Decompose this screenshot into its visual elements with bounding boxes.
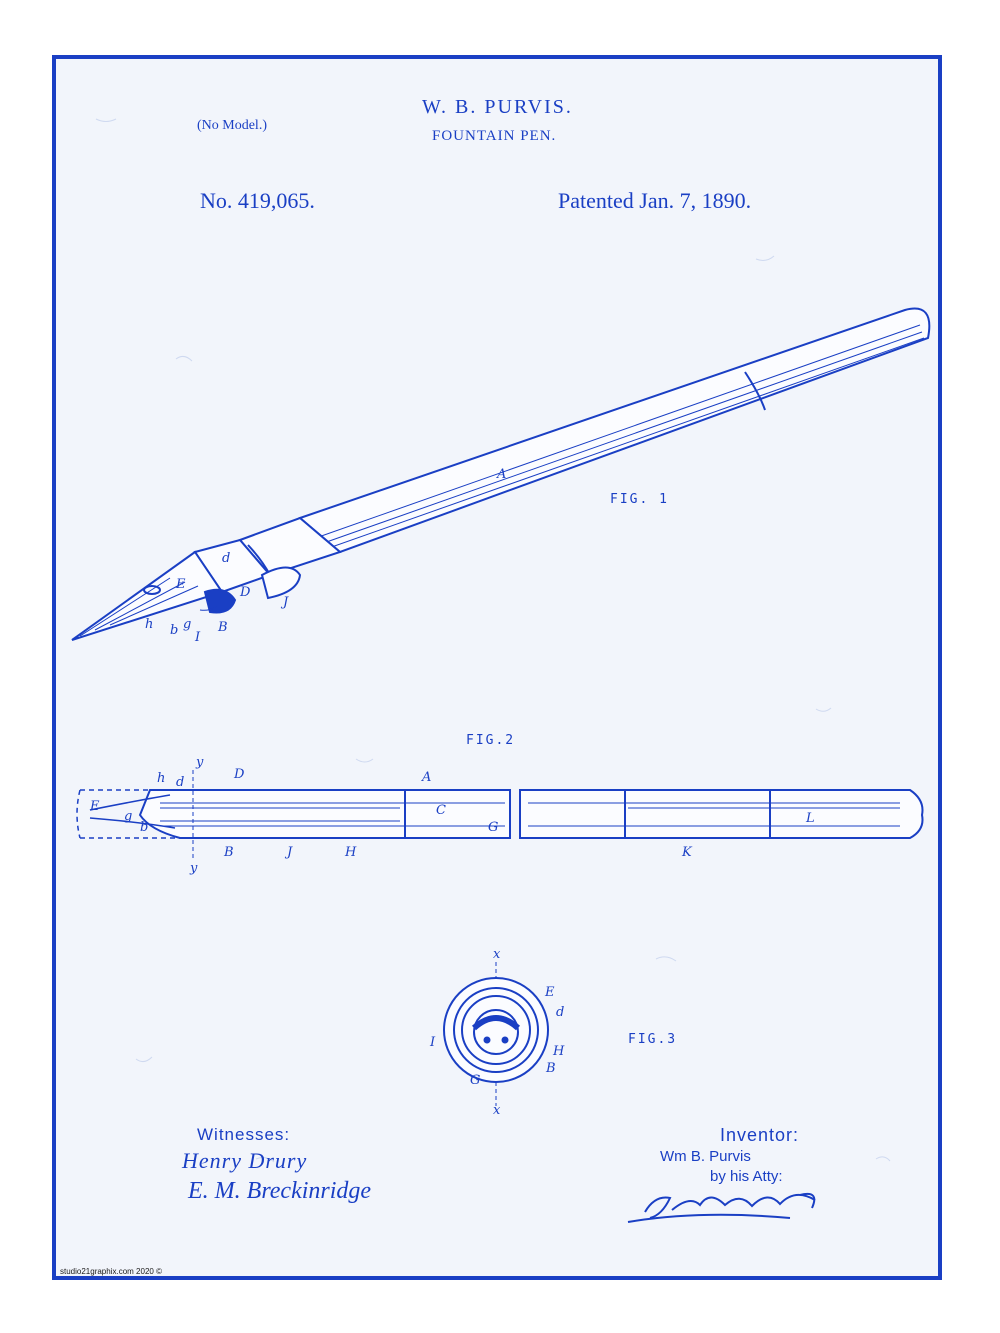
fig2-label-d-lower: d	[176, 775, 185, 790]
fig2-label-l: L	[806, 811, 815, 826]
fig1-label-i: I	[195, 630, 201, 645]
fig1-label-b: B	[218, 620, 228, 635]
fig2-label-y-bottom: y	[190, 861, 198, 876]
fig3-label-x-top: x	[493, 947, 501, 962]
fig2-label-g-lower: g	[124, 809, 133, 824]
witnesses-label: Witnesses:	[197, 1125, 291, 1144]
fig2-caption: FIG.2	[466, 733, 516, 748]
fig1-label-a: A	[497, 467, 507, 482]
studio-credit: studio21graphix.com 2020 ©	[60, 1267, 162, 1276]
fig1-label-h: h	[145, 617, 154, 632]
fig2-label-d: D	[234, 767, 245, 782]
fig2-label-j: J	[287, 845, 293, 860]
fig1-label-d-lower: d	[222, 551, 231, 566]
invention-title: FOUNTAIN PEN.	[432, 128, 557, 144]
witness-2-signature: E. M. Breckinridge	[188, 1178, 372, 1204]
fig2-label-h-upper: H	[345, 845, 357, 860]
fig3-label-x-bottom: x	[493, 1103, 501, 1118]
fig2-label-y-top: y	[196, 755, 204, 770]
fig3-label-d: d	[556, 1005, 565, 1020]
fig2-label-a: A	[422, 770, 432, 785]
attorney-line: by his Atty:	[710, 1168, 783, 1185]
fig3-label-h: H	[553, 1044, 565, 1059]
fig3-label-i: I	[430, 1035, 436, 1050]
fig1-label-d: D	[240, 585, 251, 600]
fig1-label-j: J	[283, 595, 289, 610]
fig2-label-b-lower: b	[140, 820, 149, 835]
patent-number: No. 419,065.	[200, 188, 315, 213]
fig2-label-g-upper: G	[488, 820, 499, 835]
patent-date: Patented Jan. 7, 1890.	[558, 188, 752, 213]
fig3-caption: FIG.3	[628, 1032, 678, 1047]
fig2-label-e: E	[90, 799, 100, 814]
inventor-name: Wm B. Purvis	[660, 1148, 751, 1165]
inventor-heading: W. B. PURVIS.	[422, 96, 573, 118]
fig3-label-e: E	[545, 985, 555, 1000]
fig2-label-k: K	[682, 845, 692, 860]
inventor-label: Inventor:	[720, 1125, 800, 1145]
fig2-label-h: h	[157, 771, 166, 786]
fig2-label-c: C	[436, 803, 446, 818]
witness-1-signature: Henry Drury	[182, 1148, 308, 1173]
fig1-label-g: g	[183, 617, 192, 632]
fig1-label-e: E	[176, 577, 186, 592]
fig1-caption: FIG. 1	[610, 492, 669, 507]
fig1-label-b-lower: b	[170, 623, 179, 638]
fig2-label-b: B	[224, 845, 234, 860]
no-model-note: (No Model.)	[197, 118, 267, 133]
fig3-label-g: G	[470, 1073, 481, 1088]
fig3-label-b: B	[546, 1061, 556, 1076]
